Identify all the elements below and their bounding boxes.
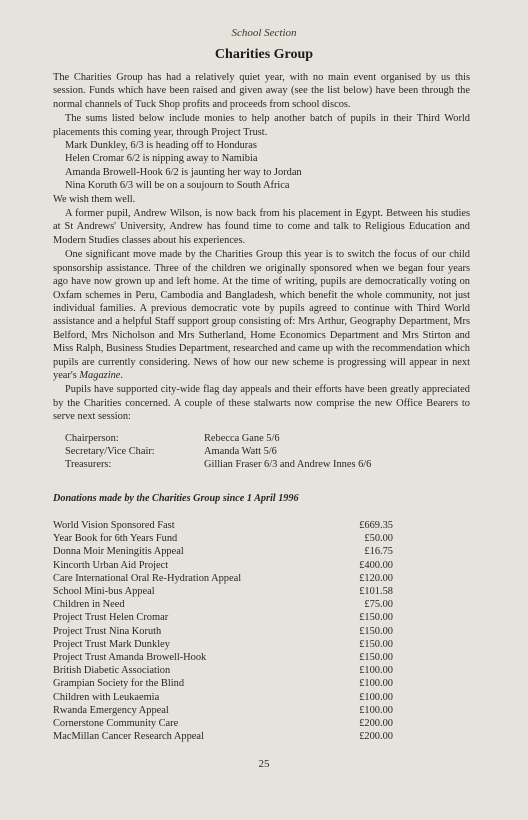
donation-row xyxy=(53,585,393,598)
article-body xyxy=(53,71,470,424)
bearer-role: Secretary/Vice Chair: xyxy=(65,446,155,458)
donation-row xyxy=(53,717,393,730)
paragraph-flag-day: Pupils have supported city-wide flag day appeals and their efforts have been greatly appreciated by the Charities concerned. A couple of these stalwarts now comprise the new Office Bearers to serve next session: xyxy=(53,384,470,423)
donation-name: Grampian Society for the Blind xyxy=(53,678,185,690)
donation-row xyxy=(53,664,393,677)
donation-amount: £75.00 xyxy=(364,599,393,611)
donation-row xyxy=(53,572,393,585)
donation-name: Project Trust Nina Koruth xyxy=(53,625,162,637)
bearer-role: Treasurers: xyxy=(65,459,112,471)
donation-row xyxy=(53,730,393,743)
donation-amount: £100.00 xyxy=(359,665,393,677)
donation-amount: £150.00 xyxy=(359,652,393,664)
page-title: Charities Group xyxy=(214,47,314,62)
donation-name: Project Trust Helen Cromar xyxy=(53,612,169,624)
bearer-name: Rebecca Gane 5/6 xyxy=(204,433,280,444)
placement-line: Amanda Browell-Hook 6/2 is jaunting her way to Jordan xyxy=(65,166,302,178)
donation-row xyxy=(53,638,393,651)
donation-amount: £16.75 xyxy=(364,546,393,558)
office-bearers xyxy=(65,432,371,472)
donation-row xyxy=(53,704,393,717)
donation-row xyxy=(53,598,393,611)
magazine-title: Magazine xyxy=(79,369,121,381)
paragraph-project-trust: The sums listed below include monies to help another batch of pupils in their Third World placements this coming year, through Project Trust. xyxy=(53,113,470,138)
placement-line: Helen Cromar 6/2 is nipping away to Namibia xyxy=(65,153,258,165)
bearer-name: Amanda Watt 5/6 xyxy=(204,446,277,458)
donations-heading: Donations made by the Charities Group since 1 April 1996 xyxy=(53,493,299,504)
bearer-role: Chairperson: xyxy=(65,433,119,444)
donation-name: Project Trust Amanda Browell-Hook xyxy=(53,652,207,664)
donation-row xyxy=(53,691,393,704)
donation-row xyxy=(53,625,393,638)
paragraph-sponsorship xyxy=(53,248,470,382)
donation-amount: £150.00 xyxy=(359,638,393,650)
bearer-row xyxy=(65,445,371,458)
donation-name: Year Book for 6th Years Fund xyxy=(53,533,178,545)
bearer-row xyxy=(65,432,371,445)
donation-amount: £400.00 xyxy=(359,559,393,571)
donation-name: Donna Moir Meningitis Appeal xyxy=(53,546,184,558)
donation-row xyxy=(53,677,393,690)
donation-name: Care International Oral Re-Hydration Appeal xyxy=(53,572,242,584)
donation-row xyxy=(53,611,393,624)
donation-row xyxy=(53,651,393,664)
donation-name: School Mini-bus Appeal xyxy=(53,586,155,598)
donation-name: British Diabetic Association xyxy=(53,665,171,677)
placement-line: Nina Koruth 6/3 will be on a soujourn to South Africa xyxy=(65,180,290,192)
donation-name: Project Trust Mark Dunkley xyxy=(53,638,170,650)
donation-amount: £669.35 xyxy=(359,520,393,531)
donations-list xyxy=(53,519,393,743)
donation-amount: £101.58 xyxy=(359,586,393,598)
donation-amount: £150.00 xyxy=(359,612,393,624)
donation-name: World Vision Sponsored Fast xyxy=(53,520,175,531)
paragraph-wish: We wish them well. xyxy=(53,193,136,205)
sponsorship-text: One significant move made by the Charities Group this year is to switch the focus of our child sponsorship assistance. Three of the children we originally sponsored when we began four years ago have now grown up and left home. At the time of writing, pupils are democratically voting on Oxfam schemes in Peru, Cambodia and Bangladesh, which benefit the whole community, not just individual families. A previous democratic vote by pupils agreed to continue with Third World assistance and a helpful Staff support group consisting of: Mrs Arthur, Geography Department, Mrs Belford, Mrs Nicholson and Mrs Sutherland, Home Economics Department and Mrs Stirton and Miss Ralph, Business Studies Department, researched and came up with the recommendation which pupils are currently considering. News of how our new scheme is progressing will appear in next year's xyxy=(53,249,470,381)
section-label: School Section xyxy=(231,27,297,39)
donation-name: Children in Need xyxy=(53,599,125,611)
donation-amount: £150.00 xyxy=(359,625,393,637)
donation-amount: £200.00 xyxy=(359,718,393,730)
donation-name: Cornerstone Community Care xyxy=(53,718,179,730)
sponsorship-end: . xyxy=(120,369,123,381)
donation-row xyxy=(53,545,393,558)
donation-amount: £100.00 xyxy=(359,704,393,716)
donation-amount: £100.00 xyxy=(359,678,393,690)
bearer-row xyxy=(65,458,371,471)
placement-line: Mark Dunkley, 6/3 is heading off to Honduras xyxy=(65,140,257,152)
page-number: 25 xyxy=(258,758,270,770)
donation-amount: £50.00 xyxy=(364,533,393,545)
donation-name: MacMillan Cancer Research Appeal xyxy=(53,731,204,743)
donation-name: Rwanda Emergency Appeal xyxy=(53,704,169,716)
donation-row xyxy=(53,559,393,572)
donation-name: Children with Leukaemia xyxy=(53,691,160,703)
donation-name: Kincorth Urban Aid Project xyxy=(53,559,169,571)
bearer-name: Gillian Fraser 6/3 and Andrew Innes 6/6 xyxy=(204,459,372,471)
donation-row xyxy=(53,519,393,532)
donation-row xyxy=(53,532,393,545)
donation-amount: £200.00 xyxy=(359,731,393,743)
paragraph-intro: The Charities Group has had a relatively quiet year, with no main event organised by us this session. Funds which have been raised and given away (see the list below) have been through the normal channels of Tuck Shop profits and proceeds from school discos. xyxy=(53,72,470,110)
paragraph-former-pupil: A former pupil, Andrew Wilson, is now back from his placement in Egypt. Between his studies at St Andrews' University, Andrew has found time to come and talk to Religious Education and Modern Studies classes about his experiences. xyxy=(53,208,470,246)
donation-amount: £100.00 xyxy=(359,691,393,703)
donation-amount: £120.00 xyxy=(359,572,393,584)
